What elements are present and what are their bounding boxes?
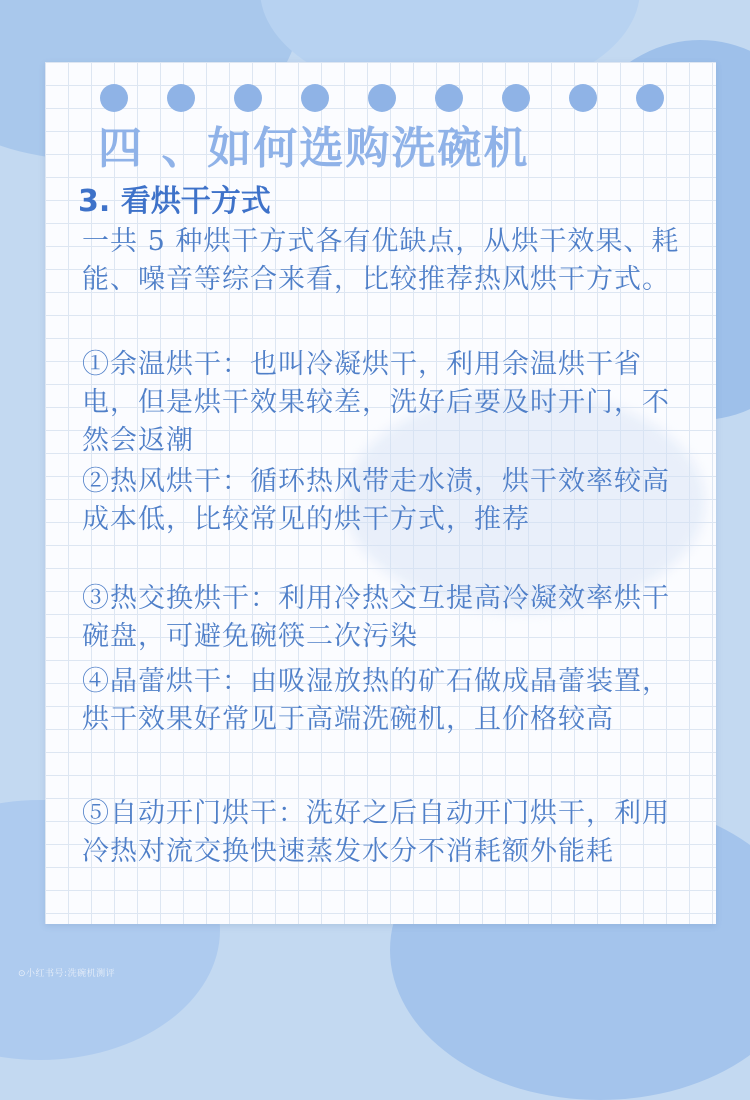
binder-holes	[100, 84, 660, 114]
binder-hole	[569, 84, 597, 112]
drying-method-item: ②热风烘干：循环热风带走水渍，烘干效率较高成本低，比较常见的烘干方式，推荐	[82, 466, 670, 535]
binder-hole	[301, 84, 329, 112]
drying-method-item: ④晶蕾烘干：由吸湿放热的矿石做成晶蕾装置，烘干效果好常见于高端洗碗机，且价格较高	[82, 666, 670, 735]
binder-hole	[636, 84, 664, 112]
binder-hole	[502, 84, 530, 112]
binder-hole	[234, 84, 262, 112]
section-heading: 3. 看烘干方式	[78, 184, 271, 219]
binder-hole	[100, 84, 128, 112]
intro-paragraph: 一共 5 种烘干方式各有优缺点，从烘干效果、耗能、噪音等综合来看，比较推荐热风烘干方式。	[82, 226, 680, 295]
binder-hole	[435, 84, 463, 112]
binder-hole	[167, 84, 195, 112]
watermark: ⊙小红书号:洗碗机测评	[18, 969, 116, 979]
drying-method-item: ⑤自动开门烘干：洗好之后自动开门烘干，利用冷热对流交换快速蒸发水分不消耗额外能耗	[82, 798, 670, 867]
drying-method-item: ③热交换烘干：利用冷热交互提高冷凝效率烘干碗盘，可避免碗筷二次污染	[82, 583, 670, 652]
page-title: 四 、如何选购洗碗机	[98, 123, 530, 174]
binder-hole	[368, 84, 396, 112]
drying-method-item: ①余温烘干：也叫冷凝烘干，利用余温烘干省电，但是烘干效果较差，洗好后要及时开门，不然会返潮	[82, 349, 670, 456]
